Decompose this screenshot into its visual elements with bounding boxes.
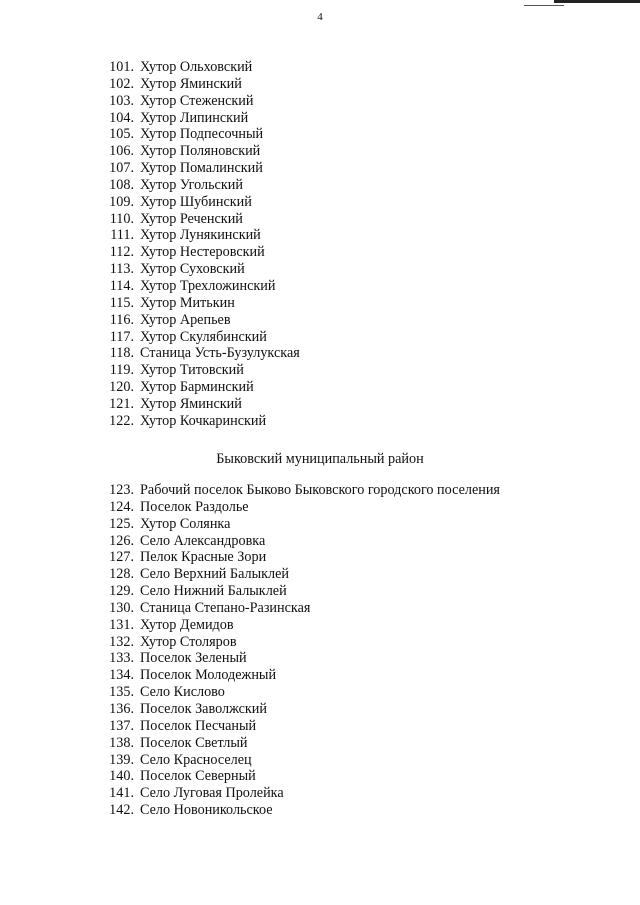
item-number: 131. — [109, 616, 134, 633]
item-name: Хутор Липинский — [140, 109, 249, 126]
list-item — [0, 650, 640, 667]
list-item — [0, 194, 640, 211]
list-item — [0, 160, 640, 177]
item-number: 134. — [109, 667, 134, 684]
item-number: 120. — [109, 379, 134, 396]
item-number: 108. — [109, 176, 134, 193]
item-name: Хутор Демидов — [140, 616, 234, 633]
list-item — [0, 76, 640, 93]
item-name: Хутор Стеженский — [140, 92, 254, 109]
list-item — [0, 684, 640, 701]
item-number: 111. — [110, 227, 134, 244]
item-number: 112. — [109, 244, 134, 261]
item-name: Село Новоникольское — [140, 802, 273, 819]
item-name: Хутор Трехложинский — [140, 277, 276, 294]
list-item — [0, 227, 640, 244]
item-number: 117. — [109, 328, 134, 345]
item-name: Хутор Ольховский — [140, 59, 253, 75]
list-item — [0, 482, 640, 499]
list-item — [0, 533, 640, 550]
item-number: 123. — [109, 482, 134, 498]
item-name: Хутор Угольский — [140, 176, 243, 193]
settlement-list-a — [0, 59, 640, 430]
item-name: Станица Усть-Бузулукская — [140, 345, 300, 362]
item-name: Хутор Яминский — [140, 75, 242, 92]
list-item — [0, 110, 640, 127]
item-number: 127. — [109, 549, 134, 566]
item-number: 101. — [109, 59, 134, 75]
scan-corner-mark — [554, 0, 640, 3]
item-number: 107. — [109, 160, 134, 177]
item-name: Хутор Суховский — [140, 261, 245, 278]
item-number: 128. — [109, 566, 134, 583]
item-number: 139. — [109, 751, 134, 768]
item-number: 118. — [109, 345, 134, 362]
item-name: Поселок Светлый — [140, 734, 248, 751]
item-number: 129. — [109, 583, 134, 600]
item-number: 132. — [109, 633, 134, 650]
list-item — [0, 278, 640, 295]
list-item — [0, 362, 640, 379]
item-name: Рабочий поселок Быково Быковского городского поселения — [140, 482, 500, 498]
item-number: 116. — [109, 311, 134, 328]
item-name: Хутор Реченский — [140, 210, 243, 227]
list-item — [0, 211, 640, 228]
item-name: Хутор Арепьев — [140, 311, 231, 328]
item-name: Хутор Солянка — [140, 515, 231, 532]
list-item — [0, 329, 640, 346]
item-name: Село Луговая Пролейка — [140, 785, 284, 802]
item-number: 121. — [109, 395, 134, 412]
item-name: Станица Степано-Разинская — [140, 599, 311, 616]
item-number: 113. — [109, 261, 134, 278]
item-name: Село Красноселец — [140, 751, 252, 768]
item-name: Хутор Подпесочный — [140, 126, 264, 143]
item-name: Поселок Молодежный — [140, 667, 277, 684]
item-number: 137. — [109, 717, 134, 734]
item-name: Хутор Кочкаринский — [140, 412, 267, 429]
list-item — [0, 126, 640, 143]
list-item — [0, 634, 640, 651]
item-name: Поселок Раздолье — [140, 498, 249, 515]
item-number: 119. — [109, 362, 134, 379]
item-name: Село Кислово — [140, 684, 225, 701]
list-item — [0, 617, 640, 634]
page-number: 4 — [317, 11, 323, 23]
settlement-list-b — [0, 482, 640, 819]
item-number: 103. — [109, 92, 134, 109]
item-name: Хутор Нестеровский — [140, 244, 265, 261]
item-name: Село Александровка — [140, 532, 266, 549]
list-item — [0, 345, 640, 362]
list-item — [0, 785, 640, 802]
item-number: 135. — [109, 684, 134, 701]
item-number: 133. — [109, 650, 134, 667]
list-item — [0, 701, 640, 718]
item-number: 105. — [109, 126, 134, 143]
item-number: 136. — [109, 700, 134, 717]
list-item — [0, 516, 640, 533]
list-item — [0, 718, 640, 735]
list-item — [0, 583, 640, 600]
list-item — [0, 667, 640, 684]
item-number: 114. — [109, 277, 134, 294]
item-number: 126. — [109, 532, 134, 549]
section-heading: Быковский муниципальный район — [216, 451, 424, 467]
list-item — [0, 600, 640, 617]
item-name: Хутор Столяров — [140, 633, 237, 650]
item-name: Хутор Поляновский — [140, 143, 261, 160]
list-item — [0, 396, 640, 413]
list-item — [0, 143, 640, 160]
item-name: Хутор Скулябинский — [140, 328, 267, 345]
item-name: Село Верхний Балыклей — [140, 566, 289, 583]
item-number: 104. — [109, 109, 134, 126]
list-item — [0, 768, 640, 785]
item-number: 141. — [109, 785, 134, 802]
item-name: Пелок Красные Зори — [140, 549, 267, 566]
list-item — [0, 312, 640, 329]
item-number: 122. — [109, 412, 134, 429]
item-number: 106. — [109, 143, 134, 160]
list-item — [0, 244, 640, 261]
list-item — [0, 413, 640, 430]
list-item — [0, 499, 640, 516]
item-number: 142. — [109, 802, 134, 819]
item-name: Хутор Барминский — [140, 379, 254, 396]
item-name: Хутор Митькин — [140, 294, 235, 311]
list-item — [0, 93, 640, 110]
item-name: Поселок Песчаный — [140, 717, 257, 734]
item-number: 125. — [109, 515, 134, 532]
list-item — [0, 802, 640, 819]
item-name: Хутор Помалинский — [140, 160, 263, 177]
list-item — [0, 735, 640, 752]
item-name: Поселок Зеленый — [140, 650, 247, 667]
item-name: Хутор Лунякинский — [140, 227, 261, 244]
list-item — [0, 752, 640, 769]
list-item — [0, 261, 640, 278]
item-number: 115. — [109, 294, 134, 311]
item-number: 124. — [109, 498, 134, 515]
item-name: Поселок Северный — [140, 768, 256, 785]
item-name: Хутор Шубинский — [140, 193, 252, 210]
item-number: 130. — [109, 599, 134, 616]
item-number: 140. — [109, 768, 134, 785]
list-item — [0, 549, 640, 566]
list-item — [0, 566, 640, 583]
item-name: Хутор Титовский — [140, 362, 244, 379]
item-number: 138. — [109, 734, 134, 751]
item-name: Хутор Яминский — [140, 395, 242, 412]
list-item — [0, 177, 640, 194]
item-name: Поселок Заволжский — [140, 700, 267, 717]
list-item — [0, 59, 640, 76]
item-number: 110. — [109, 210, 134, 227]
item-number: 102. — [109, 75, 134, 92]
list-item — [0, 295, 640, 312]
item-number: 109. — [109, 193, 134, 210]
item-name: Село Нижний Балыклей — [140, 583, 287, 600]
list-item — [0, 379, 640, 396]
